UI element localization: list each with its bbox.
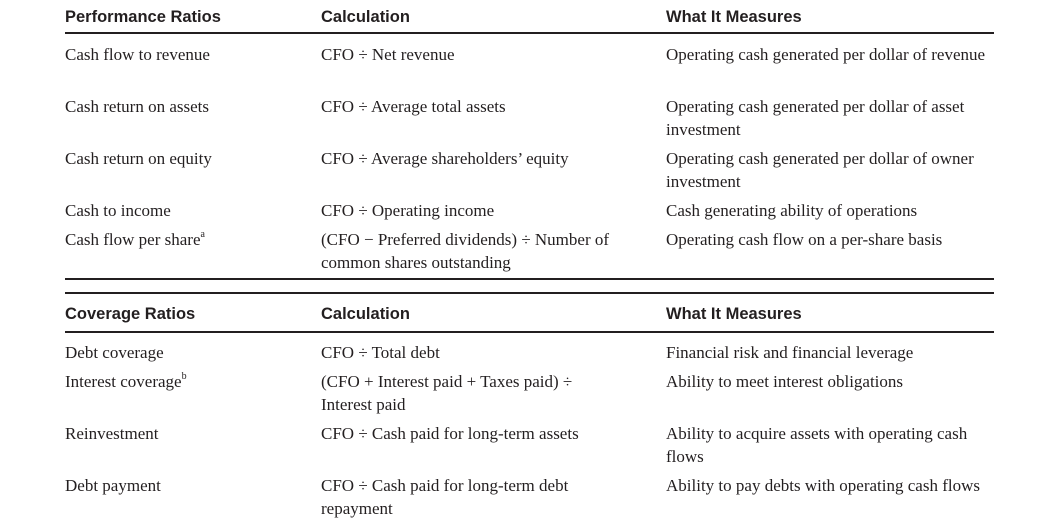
ratio-measures: Ability to pay debts with operating cash flows: [666, 476, 980, 495]
calculation-heading: Calculation: [321, 8, 410, 26]
footnote-marker: a: [200, 229, 205, 241]
ratio-calculation: (CFO − Preferred dividends) ÷ Number of common shares outstanding: [321, 230, 610, 272]
ratio-measures: Ability to acquire assets with operating cash flows: [666, 424, 968, 466]
ratio-measures: Ability to meet interest obligations: [666, 372, 904, 391]
performance-ratios-heading: Performance Ratios: [65, 8, 221, 26]
ratio-calculation: CFO ÷ Average shareholders’ equity: [321, 149, 569, 168]
ratio-name: Cash return on equity: [65, 149, 212, 168]
ratio-name: Cash flow to revenue: [65, 45, 210, 64]
section-divider: [65, 278, 994, 280]
ratio-name: Cash to income: [65, 201, 171, 220]
ratio-calculation: CFO ÷ Cash paid for long-term assets: [321, 424, 579, 443]
ratio-name-cell: [65, 370, 315, 393]
coverage-ratios-table: [65, 292, 994, 518]
ratio-measures: Cash generating ability of operations: [666, 201, 918, 220]
ratio-name: Reinvestment: [65, 424, 159, 443]
performance-ratios-table: [65, 2, 994, 272]
performance-header-row: [65, 2, 994, 34]
ratio-name-cell: [65, 228, 315, 251]
ratio-name: Cash flow per share: [65, 230, 201, 249]
coverage-ratios-heading: Coverage Ratios: [65, 305, 196, 323]
calculation-heading: Calculation: [321, 305, 410, 323]
ratio-name: Interest coverage: [65, 372, 182, 391]
coverage-header-row: [65, 292, 994, 333]
ratio-name: Debt payment: [65, 476, 161, 495]
ratio-name: Debt coverage: [65, 343, 164, 362]
what-it-measures-heading: What It Measures: [666, 305, 802, 323]
ratio-measures: Financial risk and financial leverage: [666, 343, 914, 362]
ratio-calculation: (CFO + Interest paid + Taxes paid) ÷ Interest paid: [321, 372, 573, 414]
ratio-calculation: CFO ÷ Cash paid for long-term debt repayment: [321, 476, 569, 518]
ratio-calculation: CFO ÷ Operating income: [321, 201, 495, 220]
ratio-measures: Operating cash generated per dollar of owner investment: [666, 149, 974, 191]
ratio-measures: Operating cash generated per dollar of revenue: [666, 45, 986, 64]
ratio-measures: Operating cash flow on a per-share basis: [666, 230, 943, 249]
ratio-calculation: CFO ÷ Total debt: [321, 343, 440, 362]
ratio-calculation: CFO ÷ Net revenue: [321, 45, 455, 64]
ratio-calculation: CFO ÷ Average total assets: [321, 97, 506, 116]
what-it-measures-heading: What It Measures: [666, 8, 802, 26]
ratio-name: Cash return on assets: [65, 97, 210, 116]
footnote-marker: b: [181, 371, 187, 383]
ratio-measures: Operating cash generated per dollar of asset investment: [666, 97, 965, 139]
